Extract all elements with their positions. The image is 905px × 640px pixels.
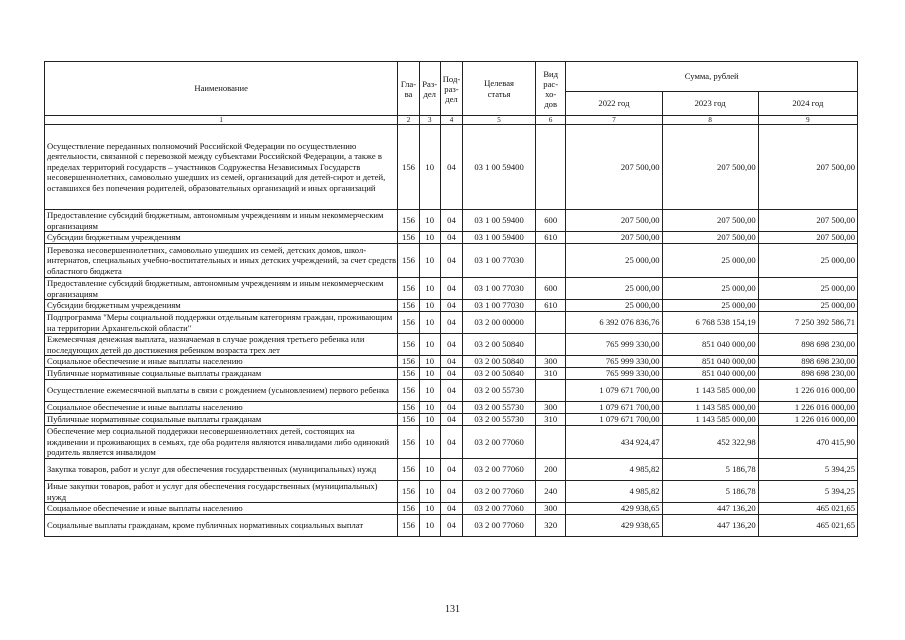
row-sum-2022: 25 000,00: [566, 278, 662, 300]
row-expense-type: 600: [536, 278, 566, 300]
row-chapter: 156: [398, 459, 419, 481]
row-name: Социальное обеспечение и иные выплаты населению: [45, 402, 398, 414]
row-sum-2022: 1 079 671 700,00: [566, 402, 662, 414]
row-sum-2022: 434 924,47: [566, 426, 662, 459]
row-sum-2024: 207 500,00: [758, 232, 857, 244]
row-sum-2022: 6 392 076 836,76: [566, 312, 662, 334]
row-target: 03 2 00 77060: [463, 515, 536, 537]
row-chapter: 156: [398, 244, 419, 278]
row-sum-2022: 765 999 330,00: [566, 334, 662, 356]
table-row: [45, 414, 858, 426]
row-section: 10: [419, 300, 440, 312]
row-subsection: 04: [440, 414, 462, 426]
row-chapter: 156: [398, 481, 419, 503]
row-sum-2023: 5 186,78: [662, 459, 758, 481]
row-sum-2022: 4 985,82: [566, 459, 662, 481]
column-index: 7: [566, 116, 662, 125]
row-subsection: 04: [440, 210, 462, 232]
row-chapter: 156: [398, 300, 419, 312]
table-row: [45, 459, 858, 481]
row-section: 10: [419, 402, 440, 414]
row-sum-2022: 207 500,00: [566, 210, 662, 232]
column-index: 3: [419, 116, 440, 125]
row-subsection: 04: [440, 368, 462, 380]
row-name: Социальное обеспечение и иные выплаты населению: [45, 356, 398, 368]
row-section: 10: [419, 515, 440, 537]
row-sum-2023: 25 000,00: [662, 278, 758, 300]
row-sum-2023: 5 186,78: [662, 481, 758, 503]
row-sum-2022: 765 999 330,00: [566, 356, 662, 368]
row-chapter: 156: [398, 125, 419, 210]
row-section: 10: [419, 244, 440, 278]
row-subsection: 04: [440, 481, 462, 503]
row-sum-2023: 452 322,98: [662, 426, 758, 459]
header-target: Целевая статья: [463, 62, 536, 116]
table-row: [45, 356, 858, 368]
row-name: Ежемесячная денежная выплата, назначаемая в случае рождения третьего ребенка или последующих детей до достижения ребенком возраста трех лет: [45, 334, 398, 356]
row-section: 10: [419, 210, 440, 232]
row-subsection: 04: [440, 356, 462, 368]
table-row: [45, 503, 858, 515]
row-name: Подпрограмма "Меры социальной поддержки отдельным категориям граждан, проживающим на территории Архангельской области": [45, 312, 398, 334]
row-chapter: 156: [398, 210, 419, 232]
row-subsection: 04: [440, 380, 462, 402]
header-subsection: Под- раз- дел: [440, 62, 462, 116]
column-index: 5: [463, 116, 536, 125]
row-section: 10: [419, 278, 440, 300]
row-sum-2022: 429 938,65: [566, 515, 662, 537]
row-sum-2023: 1 143 585 000,00: [662, 380, 758, 402]
row-sum-2024: 470 415,90: [758, 426, 857, 459]
page-number: 131: [445, 604, 460, 615]
row-expense-type: 610: [536, 300, 566, 312]
column-index: 2: [398, 116, 419, 125]
row-sum-2023: 207 500,00: [662, 125, 758, 210]
row-target: 03 2 00 77060: [463, 426, 536, 459]
row-subsection: 04: [440, 515, 462, 537]
row-target: 03 2 00 50840: [463, 368, 536, 380]
row-sum-2024: 25 000,00: [758, 244, 857, 278]
row-expense-type: [536, 125, 566, 210]
row-sum-2024: 25 000,00: [758, 278, 857, 300]
column-index: 1: [45, 116, 398, 125]
row-name: Предоставление субсидий бюджетным, автономным учреждениям и иным некоммерческим организациям: [45, 210, 398, 232]
row-expense-type: 240: [536, 481, 566, 503]
header-year-2023: 2023 год: [662, 92, 758, 116]
column-index: 4: [440, 116, 462, 125]
table-row: [45, 278, 858, 300]
row-target: 03 1 00 77030: [463, 300, 536, 312]
row-chapter: 156: [398, 426, 419, 459]
row-chapter: 156: [398, 368, 419, 380]
table-row: [45, 210, 858, 232]
row-sum-2023: 6 768 538 154,19: [662, 312, 758, 334]
row-section: 10: [419, 334, 440, 356]
row-target: 03 2 00 77060: [463, 481, 536, 503]
row-name: Иные закупки товаров, работ и услуг для обеспечения государственных (муниципальных) нужд: [45, 481, 398, 503]
row-subsection: 04: [440, 125, 462, 210]
row-target: 03 2 00 50840: [463, 356, 536, 368]
row-sum-2024: 898 698 230,00: [758, 356, 857, 368]
column-index: 9: [758, 116, 857, 125]
row-sum-2022: 207 500,00: [566, 232, 662, 244]
row-sum-2023: 851 040 000,00: [662, 368, 758, 380]
row-target: 03 2 00 55730: [463, 380, 536, 402]
row-expense-type: 310: [536, 368, 566, 380]
row-name: Перевозка несовершеннолетних, самовольно ушедших из семей, детских домов, школ-интернатов, специальных учебно-воспитательных и иных детских учреждений, за счет средств областного бюджета: [45, 244, 398, 278]
row-sum-2023: 851 040 000,00: [662, 334, 758, 356]
row-sum-2024: 465 021,65: [758, 503, 857, 515]
table-row: [45, 368, 858, 380]
row-name: Социальные выплаты гражданам, кроме публичных нормативных социальных выплат: [45, 515, 398, 537]
table-row: [45, 402, 858, 414]
row-chapter: 156: [398, 402, 419, 414]
row-target: 03 1 00 77030: [463, 244, 536, 278]
row-expense-type: 300: [536, 503, 566, 515]
row-chapter: 156: [398, 503, 419, 515]
row-name: Публичные нормативные социальные выплаты гражданам: [45, 368, 398, 380]
row-sum-2024: 898 698 230,00: [758, 334, 857, 356]
row-target: 03 1 00 59400: [463, 125, 536, 210]
row-sum-2023: 1 143 585 000,00: [662, 402, 758, 414]
row-subsection: 04: [440, 334, 462, 356]
row-expense-type: 320: [536, 515, 566, 537]
row-chapter: 156: [398, 356, 419, 368]
row-expense-type: 200: [536, 459, 566, 481]
row-target: 03 1 00 59400: [463, 210, 536, 232]
table-row: [45, 481, 858, 503]
column-index: 6: [536, 116, 566, 125]
table-row: [45, 334, 858, 356]
row-target: 03 2 00 55730: [463, 414, 536, 426]
row-expense-type: [536, 380, 566, 402]
header-chapter: Гла- ва: [398, 62, 419, 116]
row-name: Обеспечение мер социальной поддержки несовершеннолетних детей, состоящих на иждивении и проживающих в семьях, где оба родителя являются инвалидами либо одинокий родитель является инвалидом: [45, 426, 398, 459]
row-expense-type: [536, 334, 566, 356]
row-expense-type: [536, 312, 566, 334]
row-expense-type: 600: [536, 210, 566, 232]
row-section: 10: [419, 380, 440, 402]
row-section: 10: [419, 459, 440, 481]
row-chapter: 156: [398, 334, 419, 356]
column-index: 8: [662, 116, 758, 125]
row-sum-2024: 898 698 230,00: [758, 368, 857, 380]
table-row: [45, 380, 858, 402]
table-row: [45, 426, 858, 459]
header-section: Раз- дел: [419, 62, 440, 116]
row-sum-2022: 4 985,82: [566, 481, 662, 503]
header-expense-type: Вид рас- хо- дов: [536, 62, 566, 116]
row-sum-2022: 429 938,65: [566, 503, 662, 515]
row-sum-2022: 25 000,00: [566, 300, 662, 312]
row-subsection: 04: [440, 503, 462, 515]
row-subsection: 04: [440, 459, 462, 481]
row-sum-2024: 25 000,00: [758, 300, 857, 312]
row-target: 03 2 00 50840: [463, 334, 536, 356]
row-target: 03 2 00 00000: [463, 312, 536, 334]
header-sum: Сумма, рублей: [566, 62, 858, 92]
row-target: 03 1 00 77030: [463, 278, 536, 300]
table-row: [45, 244, 858, 278]
row-section: 10: [419, 426, 440, 459]
row-subsection: 04: [440, 312, 462, 334]
row-expense-type: 300: [536, 356, 566, 368]
row-subsection: 04: [440, 244, 462, 278]
row-sum-2023: 447 136,20: [662, 515, 758, 537]
row-subsection: 04: [440, 232, 462, 244]
header-name: Наименование: [45, 62, 398, 116]
row-subsection: 04: [440, 402, 462, 414]
row-section: 10: [419, 481, 440, 503]
table-row: [45, 312, 858, 334]
row-section: 10: [419, 368, 440, 380]
header-year-2022: 2022 год: [566, 92, 662, 116]
row-sum-2023: 1 143 585 000,00: [662, 414, 758, 426]
header-year-2024: 2024 год: [758, 92, 857, 116]
row-sum-2024: 1 226 016 000,00: [758, 380, 857, 402]
budget-table: [44, 61, 858, 537]
column-index-row: [45, 116, 858, 125]
row-chapter: 156: [398, 278, 419, 300]
row-sum-2022: 25 000,00: [566, 244, 662, 278]
row-expense-type: 310: [536, 414, 566, 426]
row-sum-2023: 207 500,00: [662, 210, 758, 232]
row-subsection: 04: [440, 426, 462, 459]
row-sum-2024: 207 500,00: [758, 125, 857, 210]
row-subsection: 04: [440, 300, 462, 312]
row-sum-2023: 25 000,00: [662, 244, 758, 278]
row-name: Субсидии бюджетным учреждениям: [45, 300, 398, 312]
row-target: 03 2 00 77060: [463, 459, 536, 481]
row-name: Субсидии бюджетным учреждениям: [45, 232, 398, 244]
row-section: 10: [419, 232, 440, 244]
row-name: Закупка товаров, работ и услуг для обеспечения государственных (муниципальных) нужд: [45, 459, 398, 481]
row-chapter: 156: [398, 232, 419, 244]
row-chapter: 156: [398, 414, 419, 426]
row-sum-2023: 207 500,00: [662, 232, 758, 244]
row-sum-2023: 25 000,00: [662, 300, 758, 312]
row-section: 10: [419, 125, 440, 210]
table-row: [45, 515, 858, 537]
row-target: 03 1 00 59400: [463, 232, 536, 244]
row-sum-2022: 207 500,00: [566, 125, 662, 210]
row-sum-2023: 851 040 000,00: [662, 356, 758, 368]
row-section: 10: [419, 503, 440, 515]
row-sum-2024: 7 250 392 586,71: [758, 312, 857, 334]
table-row: [45, 125, 858, 210]
row-expense-type: 300: [536, 402, 566, 414]
table-row: [45, 232, 858, 244]
row-section: 10: [419, 356, 440, 368]
row-section: 10: [419, 414, 440, 426]
row-chapter: 156: [398, 380, 419, 402]
row-sum-2024: 207 500,00: [758, 210, 857, 232]
table-row: [45, 300, 858, 312]
row-expense-type: 610: [536, 232, 566, 244]
row-chapter: 156: [398, 312, 419, 334]
row-sum-2022: 1 079 671 700,00: [566, 380, 662, 402]
row-sum-2024: 5 394,25: [758, 459, 857, 481]
row-name: Предоставление субсидий бюджетным, автономным учреждениям и иным некоммерческим организациям: [45, 278, 398, 300]
row-target: 03 2 00 77060: [463, 503, 536, 515]
row-sum-2022: 1 079 671 700,00: [566, 414, 662, 426]
row-name: Публичные нормативные социальные выплаты гражданам: [45, 414, 398, 426]
row-sum-2023: 447 136,20: [662, 503, 758, 515]
row-target: 03 2 00 55730: [463, 402, 536, 414]
row-name: Осуществление ежемесячной выплаты в связи с рождением (усыновлением) первого ребенка: [45, 380, 398, 402]
row-expense-type: [536, 244, 566, 278]
row-chapter: 156: [398, 515, 419, 537]
row-sum-2024: 1 226 016 000,00: [758, 402, 857, 414]
row-name: Осуществление переданных полномочий Российской Федерации по осуществлению деятельности, связанной с перевозкой между субъектами Российской Федерации, а также в пределах территорий государств – участников Содружества Независимых Государств несовершеннолетних, самовольно ушедших из семей, организаций для детей-сирот и детей, оставшихся без попечения родителей, образовательных организаций и иных организаций: [45, 125, 398, 210]
row-sum-2024: 1 226 016 000,00: [758, 414, 857, 426]
row-expense-type: [536, 426, 566, 459]
row-name: Социальное обеспечение и иные выплаты населению: [45, 503, 398, 515]
row-section: 10: [419, 312, 440, 334]
row-sum-2022: 765 999 330,00: [566, 368, 662, 380]
row-sum-2024: 5 394,25: [758, 481, 857, 503]
row-subsection: 04: [440, 278, 462, 300]
row-sum-2024: 465 021,65: [758, 515, 857, 537]
